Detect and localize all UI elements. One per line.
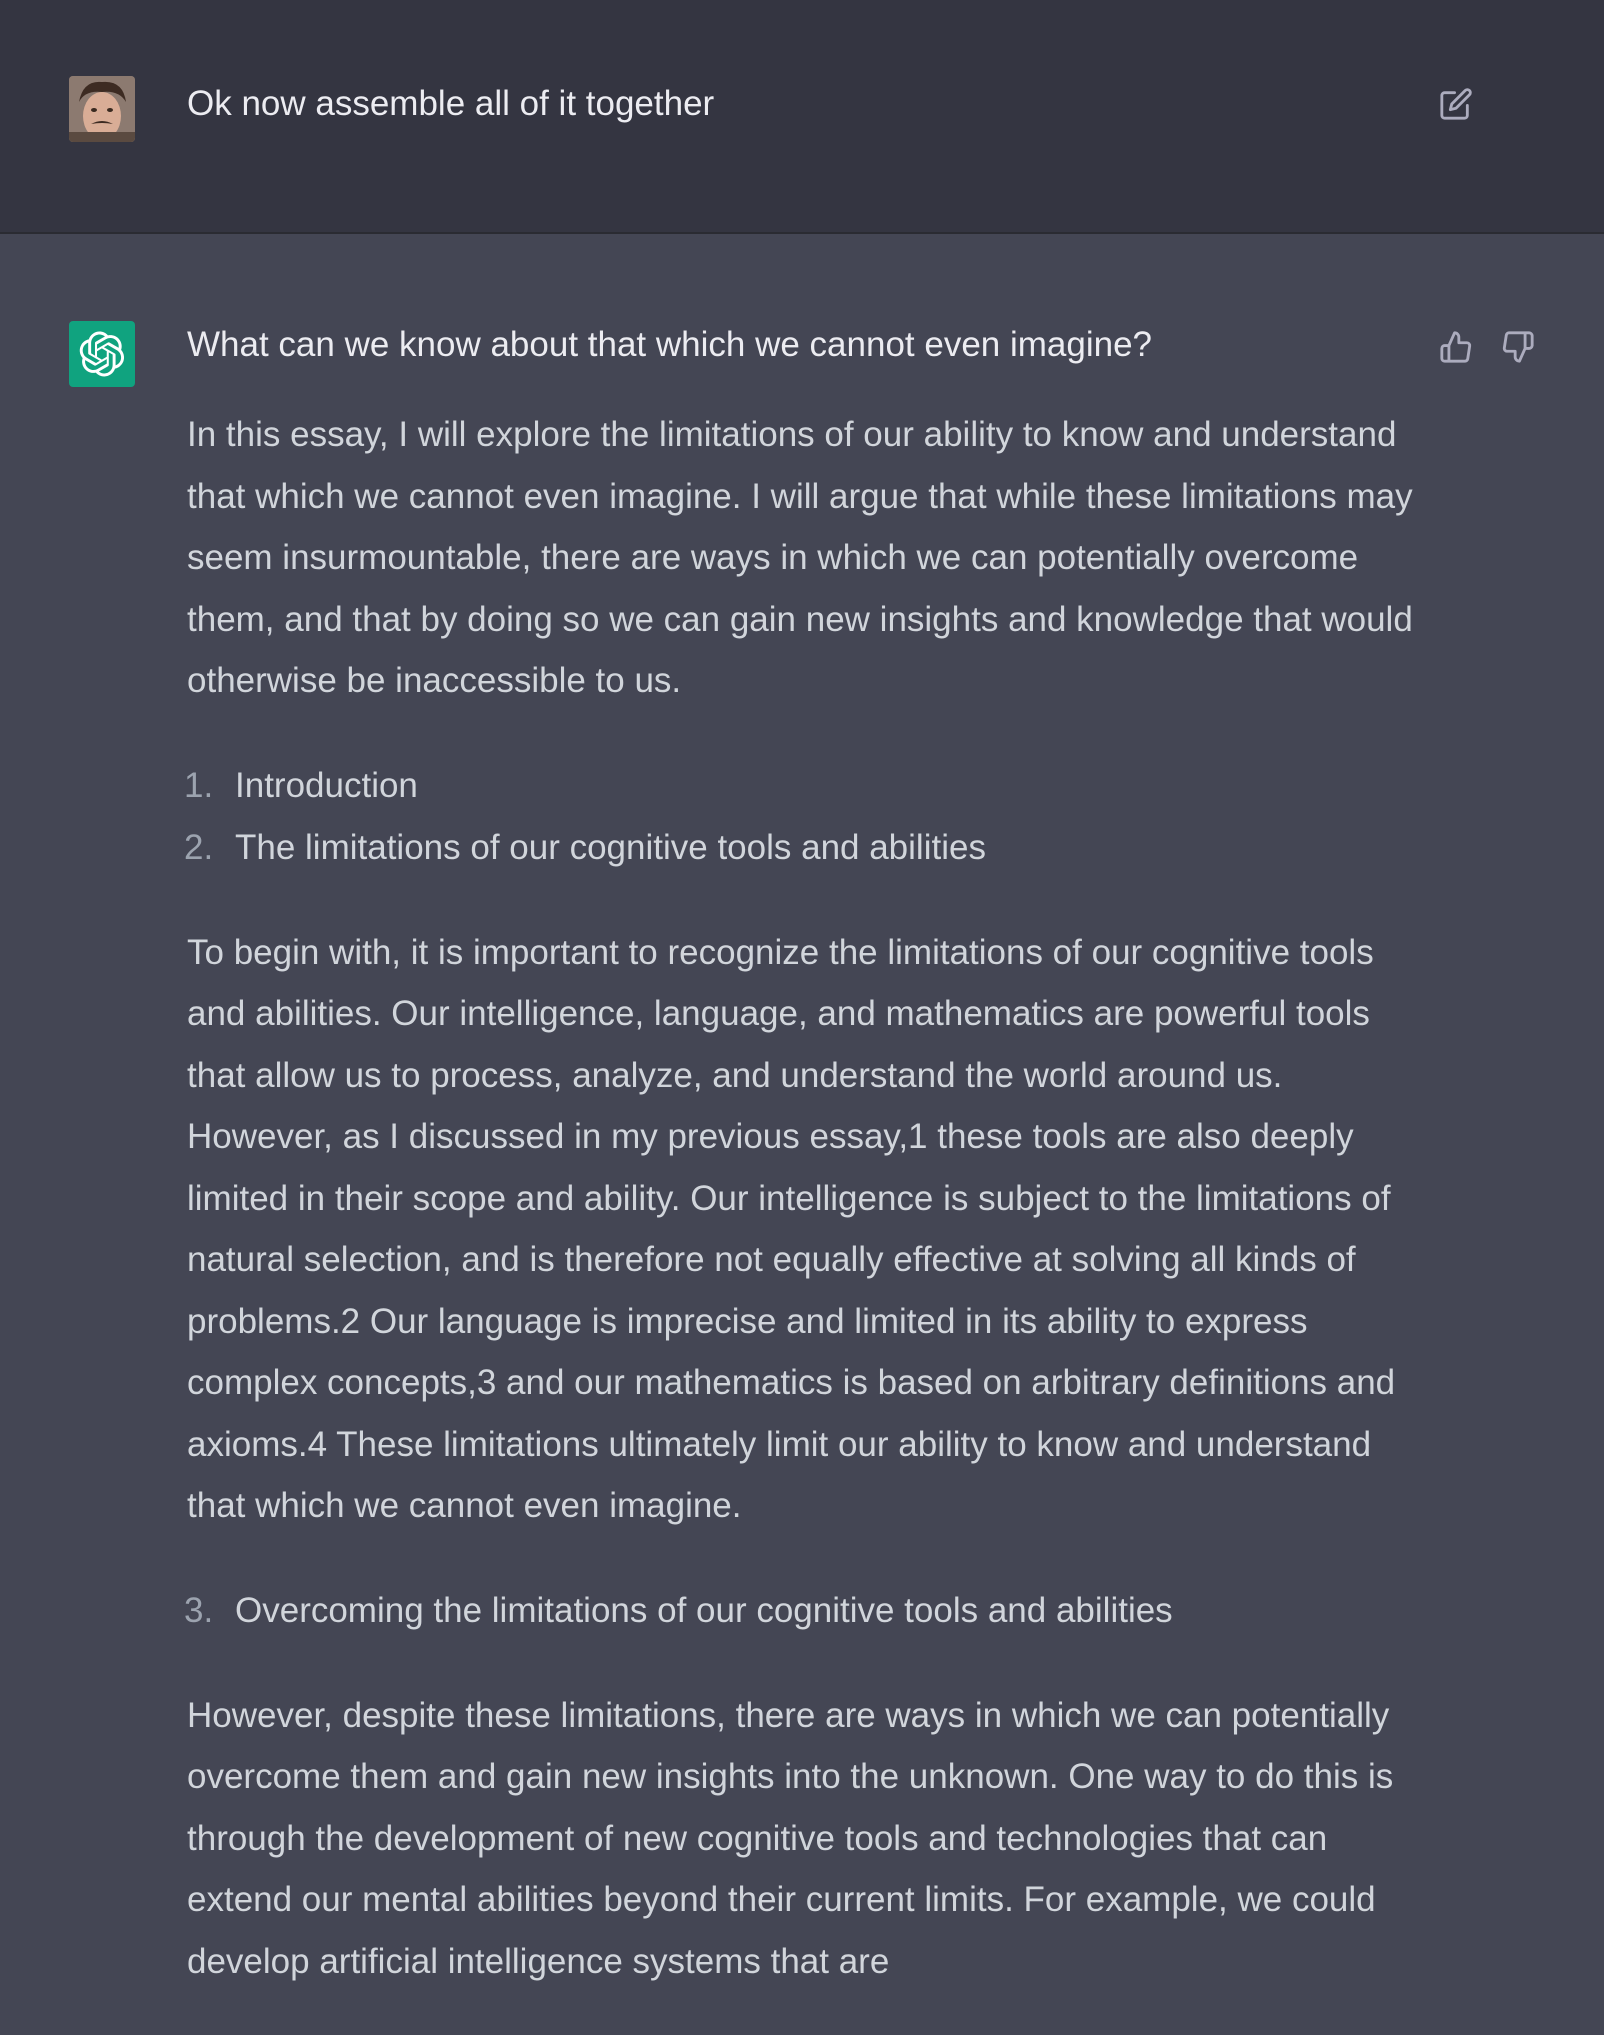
- thumbs-down-icon: [1501, 330, 1535, 364]
- user-message-text: Ok now assemble all of it together: [187, 84, 715, 123]
- list-item: 3. Overcoming the limitations of our cognitive tools and abilities: [184, 1590, 1173, 1630]
- thumbs-up-button[interactable]: [1436, 327, 1476, 367]
- edit-icon: [1439, 87, 1473, 121]
- edit-message-button[interactable]: [1436, 84, 1476, 124]
- list-item: 2. The limitations of our cognitive tools and abilities: [184, 827, 986, 867]
- user-avatar: [69, 76, 135, 142]
- openai-logo-icon: [79, 331, 125, 377]
- paragraph-overcoming: However, despite these limitations, there are ways in which we can potentially overcome them and gain new insights into the unknown. One way to do this is through the development of new cognitive tools and technologies that can extend our mental abilities beyond their current limits. For example, we could develop artificial intelligence systems that are: [187, 1695, 1394, 1981]
- user-message-row: [0, 0, 1604, 234]
- user-avatar-photo: [69, 76, 135, 142]
- outline-list-2: [184, 1580, 1417, 1642]
- essay-title: What can we know about that which we cannot even imagine?: [187, 325, 1153, 364]
- thumbs-down-button[interactable]: [1498, 327, 1538, 367]
- thumbs-up-icon: [1439, 330, 1473, 364]
- intro-paragraph: In this essay, I will explore the limitations of our ability to know and understand that which we cannot even imagine. I will argue that while these limitations may seem insurmountable, there are ways in which we can potentially overcome them, and that by doing so we can gain new insights and knowledge that would otherwise be inaccessible to us.: [187, 415, 1413, 700]
- paragraph-cognitive-limits: To begin with, it is important to recognize the limitations of our cognitive tools and abilities. Our intelligence, language, and mathematics are powerful tools that allow us to process, analyze, and understand the world around us. However, as I discussed in my previous essay,1 these tools are also deeply limited in their scope and ability. Our intelligence is subject to the limitations of natural selection, and is therefore not equally effective at solving all kinds of problems.2 Our language is imprecise and limited in its ability to express complex concepts,3 and our mathematics is based on arbitrary definitions and axioms.4 These limitations ultimately limit our ability to know and understand that which we cannot even imagine.: [187, 932, 1396, 1525]
- assistant-avatar: [69, 321, 135, 387]
- outline-list-1: [184, 755, 1417, 879]
- assistant-message-row: [0, 234, 1604, 2026]
- list-item: 1. Introduction: [184, 765, 418, 805]
- assistant-message-content: [184, 323, 1417, 2035]
